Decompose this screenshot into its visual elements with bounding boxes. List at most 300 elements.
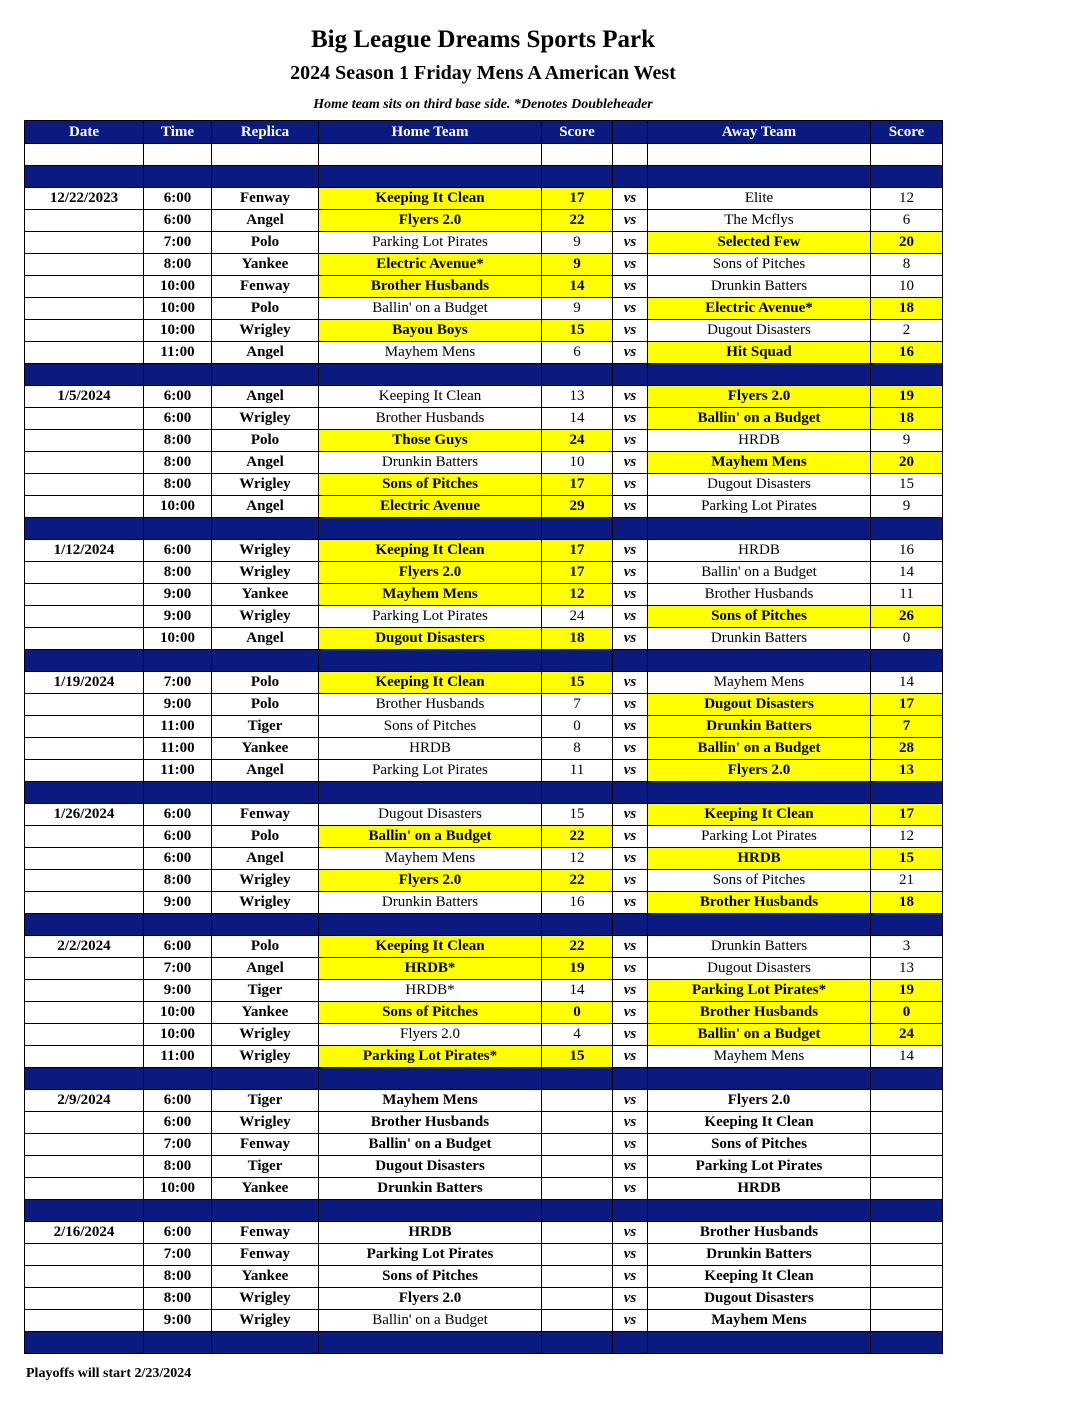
week-separator-cell bbox=[648, 650, 871, 672]
home-score bbox=[542, 1090, 613, 1112]
col-header-away-score: Score bbox=[871, 121, 943, 144]
away-score: 16 bbox=[871, 540, 943, 562]
game-date bbox=[25, 430, 144, 452]
week-separator-cell bbox=[542, 1200, 613, 1222]
away-score bbox=[871, 1178, 943, 1200]
game-replica-field: Fenway bbox=[212, 1222, 319, 1244]
away-team: Electric Avenue* bbox=[648, 298, 871, 320]
vs-label: vs bbox=[613, 298, 648, 320]
game-row bbox=[25, 452, 943, 474]
vs-label: vs bbox=[613, 276, 648, 298]
home-team: Sons of Pitches bbox=[319, 1266, 542, 1288]
away-score: 14 bbox=[871, 672, 943, 694]
game-replica-field: Wrigley bbox=[212, 474, 319, 496]
game-date bbox=[25, 320, 144, 342]
game-row bbox=[25, 562, 943, 584]
away-score bbox=[871, 1288, 943, 1310]
home-score: 9 bbox=[542, 232, 613, 254]
game-row bbox=[25, 892, 943, 914]
away-score: 20 bbox=[871, 232, 943, 254]
week-separator bbox=[25, 364, 943, 386]
home-score: 12 bbox=[542, 584, 613, 606]
away-score: 19 bbox=[871, 980, 943, 1002]
game-time: 6:00 bbox=[144, 386, 212, 408]
vs-label: vs bbox=[613, 1046, 648, 1068]
vs-label: vs bbox=[613, 188, 648, 210]
home-team: Parking Lot Pirates bbox=[319, 232, 542, 254]
week-separator-cell bbox=[871, 364, 943, 386]
game-date bbox=[25, 1178, 144, 1200]
away-team: Parking Lot Pirates bbox=[648, 1156, 871, 1178]
game-row bbox=[25, 936, 943, 958]
home-score: 22 bbox=[542, 936, 613, 958]
vs-label: vs bbox=[613, 716, 648, 738]
game-row bbox=[25, 694, 943, 716]
week-separator-cell bbox=[648, 518, 871, 540]
vs-label: vs bbox=[613, 540, 648, 562]
week-separator-cell bbox=[212, 166, 319, 188]
schedule-table bbox=[24, 120, 943, 1354]
game-date bbox=[25, 1112, 144, 1134]
week-separator-cell bbox=[25, 166, 144, 188]
game-date bbox=[25, 1002, 144, 1024]
col-header-time: Time bbox=[144, 121, 212, 144]
week-separator-cell bbox=[613, 782, 648, 804]
game-date: 1/19/2024 bbox=[25, 672, 144, 694]
game-row bbox=[25, 188, 943, 210]
home-score bbox=[542, 1266, 613, 1288]
game-time: 10:00 bbox=[144, 298, 212, 320]
week-separator-cell bbox=[542, 650, 613, 672]
game-date bbox=[25, 452, 144, 474]
game-time: 8:00 bbox=[144, 452, 212, 474]
game-row bbox=[25, 386, 943, 408]
game-time: 10:00 bbox=[144, 1178, 212, 1200]
home-score: 15 bbox=[542, 320, 613, 342]
home-team: Mayhem Mens bbox=[319, 1090, 542, 1112]
header-row bbox=[25, 121, 943, 144]
game-row bbox=[25, 1002, 943, 1024]
col-header-away-team: Away Team bbox=[648, 121, 871, 144]
col-header-vs bbox=[613, 121, 648, 144]
away-team: Parking Lot Pirates bbox=[648, 496, 871, 518]
vs-label: vs bbox=[613, 1244, 648, 1266]
home-score: 10 bbox=[542, 452, 613, 474]
week-separator-cell bbox=[613, 166, 648, 188]
away-score: 17 bbox=[871, 694, 943, 716]
game-row bbox=[25, 1112, 943, 1134]
away-score: 13 bbox=[871, 958, 943, 980]
game-row bbox=[25, 870, 943, 892]
away-team: Brother Husbands bbox=[648, 892, 871, 914]
home-score: 7 bbox=[542, 694, 613, 716]
vs-label: vs bbox=[613, 738, 648, 760]
game-row bbox=[25, 1288, 943, 1310]
away-score: 13 bbox=[871, 760, 943, 782]
home-score: 16 bbox=[542, 892, 613, 914]
week-separator-cell bbox=[871, 518, 943, 540]
home-team: Parking Lot Pirates bbox=[319, 606, 542, 628]
home-team: Drunkin Batters bbox=[319, 452, 542, 474]
vs-label: vs bbox=[613, 1288, 648, 1310]
game-replica-field: Fenway bbox=[212, 1134, 319, 1156]
home-team: Dugout Disasters bbox=[319, 628, 542, 650]
week-separator-cell bbox=[144, 166, 212, 188]
away-score bbox=[871, 1090, 943, 1112]
game-time: 10:00 bbox=[144, 320, 212, 342]
vs-label: vs bbox=[613, 870, 648, 892]
game-replica-field: Yankee bbox=[212, 1002, 319, 1024]
game-time: 8:00 bbox=[144, 1288, 212, 1310]
away-team: Drunkin Batters bbox=[648, 276, 871, 298]
away-score: 28 bbox=[871, 738, 943, 760]
vs-label: vs bbox=[613, 980, 648, 1002]
away-score: 0 bbox=[871, 628, 943, 650]
game-replica-field: Angel bbox=[212, 210, 319, 232]
week-separator-cell bbox=[871, 782, 943, 804]
game-row bbox=[25, 760, 943, 782]
week-separator-cell bbox=[542, 166, 613, 188]
game-time: 6:00 bbox=[144, 848, 212, 870]
away-team: Sons of Pitches bbox=[648, 254, 871, 276]
home-team: Flyers 2.0 bbox=[319, 1024, 542, 1046]
away-team: Drunkin Batters bbox=[648, 716, 871, 738]
col-header-home-score: Score bbox=[542, 121, 613, 144]
home-team: Drunkin Batters bbox=[319, 1178, 542, 1200]
away-score: 26 bbox=[871, 606, 943, 628]
game-time: 9:00 bbox=[144, 892, 212, 914]
away-team: Brother Husbands bbox=[648, 1222, 871, 1244]
game-time: 8:00 bbox=[144, 430, 212, 452]
blank-row-cell bbox=[212, 144, 319, 166]
home-team: Ballin' on a Budget bbox=[319, 826, 542, 848]
week-separator-cell bbox=[613, 914, 648, 936]
home-team: Mayhem Mens bbox=[319, 584, 542, 606]
week-separator-cell bbox=[542, 914, 613, 936]
game-replica-field: Angel bbox=[212, 628, 319, 650]
week-separator bbox=[25, 914, 943, 936]
home-team: Keeping It Clean bbox=[319, 386, 542, 408]
game-row bbox=[25, 980, 943, 1002]
game-date bbox=[25, 760, 144, 782]
game-row bbox=[25, 848, 943, 870]
week-separator-cell bbox=[648, 1332, 871, 1354]
home-team: Bayou Boys bbox=[319, 320, 542, 342]
week-separator bbox=[25, 518, 943, 540]
week-separator bbox=[25, 1200, 943, 1222]
game-date bbox=[25, 716, 144, 738]
away-score: 14 bbox=[871, 1046, 943, 1068]
game-row bbox=[25, 1244, 943, 1266]
week-separator-cell bbox=[613, 518, 648, 540]
away-team: Drunkin Batters bbox=[648, 1244, 871, 1266]
game-replica-field: Wrigley bbox=[212, 606, 319, 628]
away-team: Flyers 2.0 bbox=[648, 1090, 871, 1112]
week-separator-cell bbox=[319, 1068, 542, 1090]
away-score bbox=[871, 1222, 943, 1244]
week-separator-cell bbox=[319, 914, 542, 936]
page-subtitle: 2024 Season 1 Friday Mens A American West bbox=[290, 62, 676, 84]
game-replica-field: Polo bbox=[212, 298, 319, 320]
game-replica-field: Wrigley bbox=[212, 320, 319, 342]
home-score bbox=[542, 1310, 613, 1332]
game-replica-field: Fenway bbox=[212, 1244, 319, 1266]
game-time: 7:00 bbox=[144, 1134, 212, 1156]
week-separator-cell bbox=[212, 364, 319, 386]
home-score: 14 bbox=[542, 980, 613, 1002]
week-separator-cell bbox=[648, 1068, 871, 1090]
game-date bbox=[25, 210, 144, 232]
vs-label: vs bbox=[613, 584, 648, 606]
blank-row-cell bbox=[613, 144, 648, 166]
away-score: 12 bbox=[871, 826, 943, 848]
game-date: 12/22/2023 bbox=[25, 188, 144, 210]
game-time: 8:00 bbox=[144, 474, 212, 496]
game-time: 8:00 bbox=[144, 870, 212, 892]
blank-row bbox=[25, 144, 943, 166]
game-replica-field: Polo bbox=[212, 672, 319, 694]
game-time: 9:00 bbox=[144, 1310, 212, 1332]
game-time: 11:00 bbox=[144, 738, 212, 760]
home-score bbox=[542, 1156, 613, 1178]
week-separator-cell bbox=[871, 166, 943, 188]
week-separator-cell bbox=[319, 650, 542, 672]
home-team: Brother Husbands bbox=[319, 694, 542, 716]
game-time: 6:00 bbox=[144, 1222, 212, 1244]
away-team: Mayhem Mens bbox=[648, 452, 871, 474]
game-row bbox=[25, 1222, 943, 1244]
away-team: Drunkin Batters bbox=[648, 628, 871, 650]
game-time: 7:00 bbox=[144, 232, 212, 254]
game-date: 1/26/2024 bbox=[25, 804, 144, 826]
vs-label: vs bbox=[613, 694, 648, 716]
vs-label: vs bbox=[613, 430, 648, 452]
home-team: Drunkin Batters bbox=[319, 892, 542, 914]
week-separator bbox=[25, 1068, 943, 1090]
game-date: 1/5/2024 bbox=[25, 386, 144, 408]
week-separator-cell bbox=[25, 914, 144, 936]
away-team: HRDB bbox=[648, 848, 871, 870]
week-separator-cell bbox=[319, 782, 542, 804]
game-replica-field: Wrigley bbox=[212, 540, 319, 562]
away-team: Dugout Disasters bbox=[648, 694, 871, 716]
game-replica-field: Yankee bbox=[212, 584, 319, 606]
vs-label: vs bbox=[613, 232, 648, 254]
vs-label: vs bbox=[613, 452, 648, 474]
game-replica-field: Yankee bbox=[212, 1178, 319, 1200]
game-date: 2/9/2024 bbox=[25, 1090, 144, 1112]
week-separator-cell bbox=[144, 782, 212, 804]
away-score: 9 bbox=[871, 496, 943, 518]
game-row bbox=[25, 232, 943, 254]
home-team: Keeping It Clean bbox=[319, 936, 542, 958]
game-row bbox=[25, 540, 943, 562]
away-score: 3 bbox=[871, 936, 943, 958]
away-score bbox=[871, 1310, 943, 1332]
home-score: 12 bbox=[542, 848, 613, 870]
home-score bbox=[542, 1244, 613, 1266]
vs-label: vs bbox=[613, 1134, 648, 1156]
game-date bbox=[25, 1266, 144, 1288]
game-time: 9:00 bbox=[144, 694, 212, 716]
week-separator-cell bbox=[542, 1332, 613, 1354]
away-score: 10 bbox=[871, 276, 943, 298]
week-separator-cell bbox=[144, 650, 212, 672]
page-title: Big League Dreams Sports Park bbox=[311, 26, 655, 53]
game-time: 6:00 bbox=[144, 210, 212, 232]
game-date bbox=[25, 496, 144, 518]
blank-row-cell bbox=[144, 144, 212, 166]
week-separator-cell bbox=[613, 650, 648, 672]
game-replica-field: Wrigley bbox=[212, 1112, 319, 1134]
game-row bbox=[25, 342, 943, 364]
home-score: 11 bbox=[542, 760, 613, 782]
home-team: Electric Avenue bbox=[319, 496, 542, 518]
vs-label: vs bbox=[613, 386, 648, 408]
game-date bbox=[25, 562, 144, 584]
home-team: Those Guys bbox=[319, 430, 542, 452]
vs-label: vs bbox=[613, 210, 648, 232]
game-date bbox=[25, 1310, 144, 1332]
away-score: 8 bbox=[871, 254, 943, 276]
game-row bbox=[25, 1090, 943, 1112]
game-row bbox=[25, 1046, 943, 1068]
game-replica-field: Angel bbox=[212, 342, 319, 364]
game-replica-field: Polo bbox=[212, 826, 319, 848]
week-separator-cell bbox=[25, 1332, 144, 1354]
blank-row-cell bbox=[25, 144, 144, 166]
game-time: 11:00 bbox=[144, 1046, 212, 1068]
week-separator-cell bbox=[25, 782, 144, 804]
home-team: Brother Husbands bbox=[319, 276, 542, 298]
away-score: 16 bbox=[871, 342, 943, 364]
away-score: 0 bbox=[871, 1002, 943, 1024]
home-score: 0 bbox=[542, 716, 613, 738]
game-replica-field: Angel bbox=[212, 496, 319, 518]
vs-label: vs bbox=[613, 1024, 648, 1046]
game-time: 8:00 bbox=[144, 1266, 212, 1288]
game-replica-field: Wrigley bbox=[212, 1046, 319, 1068]
away-score: 12 bbox=[871, 188, 943, 210]
away-score: 18 bbox=[871, 408, 943, 430]
game-row bbox=[25, 1024, 943, 1046]
game-time: 6:00 bbox=[144, 188, 212, 210]
game-row bbox=[25, 320, 943, 342]
col-header-date: Date bbox=[25, 121, 144, 144]
vs-label: vs bbox=[613, 254, 648, 276]
game-row bbox=[25, 1310, 943, 1332]
away-score: 15 bbox=[871, 848, 943, 870]
away-score: 18 bbox=[871, 298, 943, 320]
game-date bbox=[25, 232, 144, 254]
game-time: 9:00 bbox=[144, 606, 212, 628]
home-team: Ballin' on a Budget bbox=[319, 1134, 542, 1156]
away-score: 19 bbox=[871, 386, 943, 408]
game-row bbox=[25, 1134, 943, 1156]
game-row bbox=[25, 716, 943, 738]
away-score: 24 bbox=[871, 1024, 943, 1046]
away-team: Keeping It Clean bbox=[648, 1266, 871, 1288]
vs-label: vs bbox=[613, 1266, 648, 1288]
game-time: 8:00 bbox=[144, 562, 212, 584]
game-row bbox=[25, 430, 943, 452]
vs-label: vs bbox=[613, 606, 648, 628]
home-team: Mayhem Mens bbox=[319, 342, 542, 364]
vs-label: vs bbox=[613, 672, 648, 694]
away-team: Keeping It Clean bbox=[648, 1112, 871, 1134]
away-score: 15 bbox=[871, 474, 943, 496]
home-score: 17 bbox=[542, 188, 613, 210]
vs-label: vs bbox=[613, 1222, 648, 1244]
week-separator-cell bbox=[648, 1200, 871, 1222]
away-score: 17 bbox=[871, 804, 943, 826]
schedule-body bbox=[25, 144, 943, 1354]
away-score: 18 bbox=[871, 892, 943, 914]
week-separator-cell bbox=[144, 1068, 212, 1090]
game-replica-field: Wrigley bbox=[212, 892, 319, 914]
game-date bbox=[25, 738, 144, 760]
week-separator-cell bbox=[25, 1200, 144, 1222]
home-score: 6 bbox=[542, 342, 613, 364]
game-replica-field: Angel bbox=[212, 386, 319, 408]
game-date bbox=[25, 1156, 144, 1178]
game-replica-field: Polo bbox=[212, 232, 319, 254]
game-replica-field: Wrigley bbox=[212, 1288, 319, 1310]
home-score: 24 bbox=[542, 430, 613, 452]
home-score bbox=[542, 1288, 613, 1310]
game-replica-field: Fenway bbox=[212, 188, 319, 210]
game-row bbox=[25, 1156, 943, 1178]
game-date bbox=[25, 606, 144, 628]
game-replica-field: Angel bbox=[212, 848, 319, 870]
away-team: Elite bbox=[648, 188, 871, 210]
game-time: 9:00 bbox=[144, 584, 212, 606]
game-replica-field: Yankee bbox=[212, 1266, 319, 1288]
game-time: 7:00 bbox=[144, 1244, 212, 1266]
home-score: 24 bbox=[542, 606, 613, 628]
week-separator-cell bbox=[212, 650, 319, 672]
home-team: Sons of Pitches bbox=[319, 474, 542, 496]
header-note: Home team sits on third base side. *Denotes Doubleheader bbox=[313, 97, 653, 112]
game-date bbox=[25, 958, 144, 980]
game-time: 8:00 bbox=[144, 1156, 212, 1178]
game-row bbox=[25, 804, 943, 826]
week-separator-cell bbox=[613, 1200, 648, 1222]
home-team: Keeping It Clean bbox=[319, 540, 542, 562]
away-score: 20 bbox=[871, 452, 943, 474]
game-replica-field: Wrigley bbox=[212, 1310, 319, 1332]
game-row bbox=[25, 474, 943, 496]
away-team: HRDB bbox=[648, 1178, 871, 1200]
away-team: HRDB bbox=[648, 430, 871, 452]
week-separator-cell bbox=[212, 1200, 319, 1222]
away-team: Dugout Disasters bbox=[648, 958, 871, 980]
week-separator-cell bbox=[144, 1332, 212, 1354]
week-separator-cell bbox=[871, 1200, 943, 1222]
away-team: Dugout Disasters bbox=[648, 1288, 871, 1310]
week-separator-cell bbox=[648, 914, 871, 936]
game-time: 7:00 bbox=[144, 958, 212, 980]
game-row bbox=[25, 628, 943, 650]
home-team: Brother Husbands bbox=[319, 408, 542, 430]
home-score: 18 bbox=[542, 628, 613, 650]
away-team: HRDB bbox=[648, 540, 871, 562]
away-team: Ballin' on a Budget bbox=[648, 1024, 871, 1046]
home-team: Sons of Pitches bbox=[319, 716, 542, 738]
game-row bbox=[25, 254, 943, 276]
home-score bbox=[542, 1112, 613, 1134]
game-row bbox=[25, 496, 943, 518]
